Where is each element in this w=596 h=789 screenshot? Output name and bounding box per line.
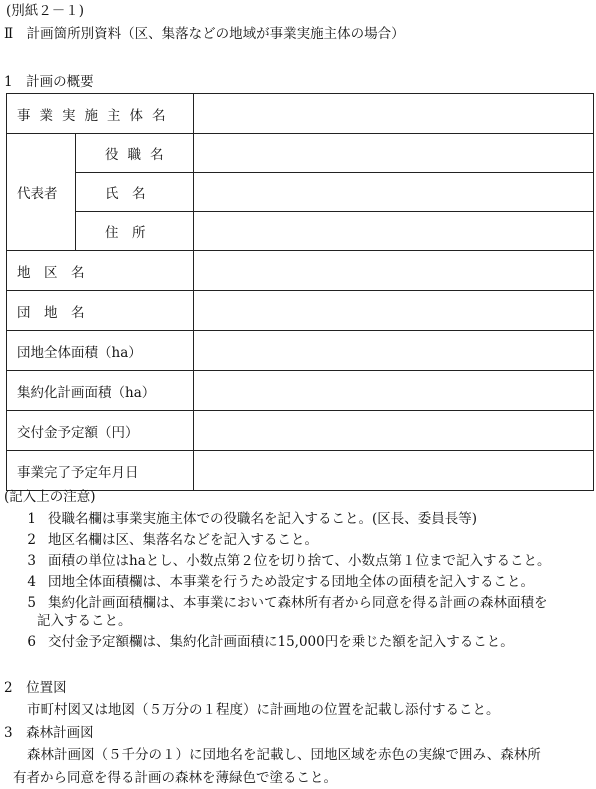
section-title: Ⅱ 計画箇所別資料（区、集落などの地域が事業実施主体の場合）	[4, 26, 405, 42]
grant-amount-field[interactable]	[194, 411, 594, 451]
forest-plan-body-line2: 有者から同意を得る計画の森林を薄緑色で塗ること。	[13, 770, 337, 786]
district-name-field[interactable]	[194, 251, 594, 291]
note-item: 1 役職名欄は事業実施主体での役職名を記入すること。(区長、委員長等)	[27, 511, 478, 527]
attachment-label: (別紙２－１)	[6, 3, 85, 19]
name-field[interactable]	[194, 173, 594, 212]
position-field[interactable]	[194, 134, 594, 173]
note-item: 4 団地全体面積欄は、本事業を行うため設定する団地全体の面積を記入すること。	[27, 574, 534, 590]
consolidated-area-label: 集約化計画面積（ha）	[7, 371, 194, 411]
entity-name-field[interactable]	[194, 94, 594, 134]
address-label: 住 所	[76, 212, 194, 251]
entity-name-label: 事業実施主体名	[7, 94, 194, 134]
district-name-label: 地 区 名	[7, 251, 194, 291]
location-map-body: 市町村図又は地図（５万分の１程度）に計画地の位置を記載し添付すること。	[27, 702, 500, 718]
plan-overview-table	[6, 93, 594, 491]
position-label: 役職名	[76, 134, 194, 173]
note-item: 3 面積の単位はhaとし、小数点第２位を切り捨て、小数点第１位まで記入すること。	[27, 553, 551, 569]
location-map-heading: 2 位置図	[4, 680, 67, 696]
note-item: 5 集約化計画面積欄は、本事業において森林所有者から同意を得る計画の森林面積を	[27, 595, 548, 611]
forest-plan-heading: 3 森林計画図	[4, 725, 94, 741]
block-name-label: 団 地 名	[7, 291, 194, 331]
grant-amount-label: 交付金予定額（円）	[7, 411, 194, 451]
block-name-field[interactable]	[194, 291, 594, 331]
total-area-field[interactable]	[194, 331, 594, 371]
forest-plan-body-line1: 森林計画図（５千分の１）に団地名を記載し、団地区域を赤色の実線で囲み、森林所	[27, 747, 541, 763]
note-item-continuation: 記入すること。	[37, 613, 132, 629]
address-field[interactable]	[194, 212, 594, 251]
completion-date-label: 事業完了予定年月日	[7, 451, 194, 491]
completion-date-field[interactable]	[194, 451, 594, 491]
name-label: 氏 名	[76, 173, 194, 212]
overview-heading: 1 計画の概要	[4, 74, 94, 90]
note-item: 2 地区名欄は区、集落名などを記入すること。	[27, 532, 318, 548]
representative-label: 代表者	[7, 134, 76, 251]
consolidated-area-field[interactable]	[194, 371, 594, 411]
notes-title: (記入上の注意)	[4, 489, 96, 505]
total-area-label: 団地全体面積（ha）	[7, 331, 194, 371]
note-item: 6 交付金予定額欄は、集約化計画面積に15,000円を乗じた額を記入すること。	[27, 634, 514, 650]
